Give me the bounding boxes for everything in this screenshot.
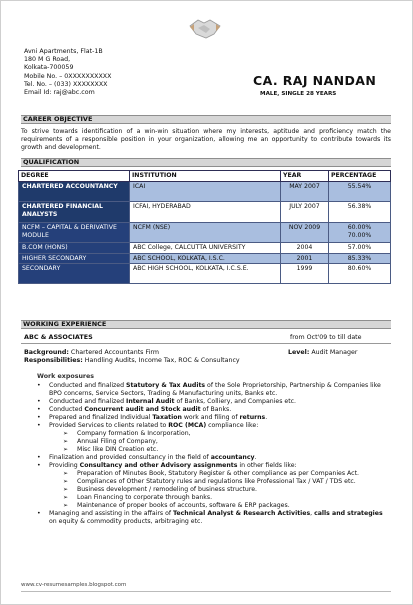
- table-row: [19, 182, 391, 202]
- employment-period: from Oct'09 to till date: [290, 334, 362, 341]
- sub-list-item: ➢ Maintenance of proper books of accounts, software & ERP packages.: [49, 502, 391, 510]
- table-header-row: [19, 171, 391, 182]
- handshake-icon: [188, 14, 222, 42]
- institution-cell: NCFM (NSE): [130, 223, 281, 243]
- sub-list-item: ➢ Preparation of Minutes Book, Statutory Register & other compliance as per Companies Act.: [49, 470, 391, 478]
- table-row: [19, 202, 391, 223]
- candidate-subtitle: MALE, SINGLE 28 YEARS: [260, 91, 337, 97]
- telephone-number: Tel. No. – (033) XXXXXXXX: [24, 80, 108, 88]
- list-item: • Provided Services to clients related to ROC (MCA) compliance like: ➢ Company formation & Incorporation, ➢ Annual Filing of Company, ➢ Misc like DIN Creation etc.: [35, 422, 391, 454]
- contact-block: [24, 48, 111, 97]
- institution-cell: ABC SCHOOL, KOLKATA, I.S.C.: [130, 253, 281, 264]
- list-item: • Prepared and finalized Individual Taxation work and filing of returns.: [35, 414, 391, 422]
- year-cell: MAY 2007: [281, 182, 329, 202]
- list-item: • Providing Consultancy and other Advisory assignments in other fields like: ➢ Preparation of Minutes Book, Statutory Register & other compliance as per Companies Act. ➢ Compliances of Other Statutory rules and regulations like Professional Tax / VAT / TDS etc. ➢ Business development / remodeling of business structure. ➢ Loan Financing to corporate through banks. ➢ Maintenance of proper books of accounts, software & ERP packages.: [35, 462, 391, 510]
- level-line: [288, 349, 357, 357]
- percentage-cell: 56.38%: [329, 202, 391, 223]
- list-item: • Conducted Concurrent audit and Stock audit of Banks.: [35, 406, 391, 414]
- sub-list-item: ➢ Annual Filing of Company,: [49, 438, 391, 446]
- institution-cell: ICFAI, HYDERABAD: [130, 202, 281, 223]
- candidate-name: CA. RAJ NANDAN: [253, 73, 377, 88]
- degree-cell: CHARTERED ACCOUNTANCY: [19, 182, 130, 202]
- degree-cell: NCFM – CAPITAL & DERIVATIVE MODULE: [19, 223, 130, 243]
- institution-cell: ICAI: [130, 182, 281, 202]
- section-header-qualification: QUALIFICATION: [21, 158, 391, 167]
- column-header: PERCENTAGE: [329, 171, 391, 182]
- address-line: 180 M G Road,: [24, 56, 71, 64]
- table-row: [19, 243, 391, 254]
- sub-list-item: ➢ Compliances of Other Statutory rules and regulations like Professional Tax / VAT / TDS etc.: [49, 478, 391, 486]
- sub-list-item: ➢ Business development / remodeling of business structure.: [49, 486, 391, 494]
- table-row: [19, 223, 391, 243]
- percentage-cell: 57.00%: [329, 243, 391, 254]
- column-header: YEAR: [281, 171, 329, 182]
- year-cell: 1999: [281, 264, 329, 284]
- institution-cell: ABC College, CALCUTTA UNIVERSITY: [130, 243, 281, 254]
- table-row: [19, 264, 391, 284]
- work-exposures-title: Work exposures: [37, 373, 95, 380]
- degree-cell: HIGHER SECONDARY: [19, 253, 130, 264]
- percentage-cell: 55.54%: [329, 182, 391, 202]
- degree-cell: CHARTERED FINANCIAL ANALYSTS: [19, 202, 130, 223]
- column-header: DEGREE: [19, 171, 130, 182]
- table-row: [19, 253, 391, 264]
- responsibilities-label: Responsibilities:: [24, 357, 83, 364]
- background-line: [24, 349, 159, 357]
- institution-cell: ABC HIGH SCHOOL, KOLKATA, I.C.S.E.: [130, 264, 281, 284]
- degree-cell: B.COM (HONS): [19, 243, 130, 254]
- address-line: Kolkata-700059: [24, 64, 74, 72]
- percentage-cell: 60.00% 70.00%: [329, 223, 391, 243]
- objective-text: To strive towards identification of a win-win situation where my interests, aptitude and proficiency match the requirements of a responsible position in your organization, allowing me an opportunity to contribute towards its growth and development.: [21, 128, 391, 152]
- footer-divider: [21, 591, 391, 592]
- list-item: • Conducted and finalized Internal Audit of Banks, Colliery, and Companies etc.: [35, 398, 391, 406]
- list-item: • Finalization and provided consultancy in the field of accountancy.: [35, 454, 391, 462]
- address-line: Avni Apartments, Flat-1B: [24, 48, 103, 55]
- divider: [21, 343, 391, 344]
- year-cell: 2001: [281, 253, 329, 264]
- year-cell: 2004: [281, 243, 329, 254]
- work-exposures-list: [35, 382, 391, 526]
- column-header: INSTITUTION: [130, 171, 281, 182]
- year-cell: JULY 2007: [281, 202, 329, 223]
- sub-list-item: ➢ Misc like DIN Creation etc.: [49, 446, 391, 454]
- firm-name: ABC & ASSOCIATES: [24, 333, 93, 341]
- responsibilities-value: Handling Audits, Income Tax, ROC & Consultancy: [84, 357, 240, 364]
- percentage-cell: 80.60%: [329, 264, 391, 284]
- email-address: Email Id: raj@abc.com: [24, 89, 95, 97]
- year-cell: NOV 2009: [281, 223, 329, 243]
- percentage-cell: 85.33%: [329, 253, 391, 264]
- level-label: Level:: [288, 349, 310, 356]
- section-header-objective: CAREER OBJECTIVE: [21, 115, 391, 124]
- website-footer: www.cv-resumesamples.blogspot.com: [21, 582, 127, 588]
- responsibilities-line: [24, 357, 240, 365]
- list-item: • Conducted and finalized Statutory & Tax Audits of the Sole Proprietorship, Partnership & Companies like BPO concerns, Service Sectors, Trading & Manufacturing units, Banks etc.: [35, 382, 391, 398]
- mobile-number: Mobile No. – 0XXXXXXXXXX: [24, 72, 112, 80]
- degree-cell: SECONDARY: [19, 264, 130, 284]
- sub-list-item: ➢ Company formation & Incorporation,: [49, 430, 391, 438]
- section-header-experience: WORKING EXPERIENCE: [21, 320, 391, 329]
- qualification-table: [18, 170, 391, 284]
- sub-list-item: ➢ Loan Financing to corporate through banks.: [49, 494, 391, 502]
- list-item: • Managing and assisting in the affairs of Technical Analyst & Research Activities, calls and strategies on equity & commodity products, arbitraging etc.: [35, 510, 391, 526]
- level-value: Audit Manager: [311, 349, 358, 356]
- background-label: Background:: [24, 349, 69, 356]
- background-value: Chartered Accountants Firm: [70, 349, 159, 356]
